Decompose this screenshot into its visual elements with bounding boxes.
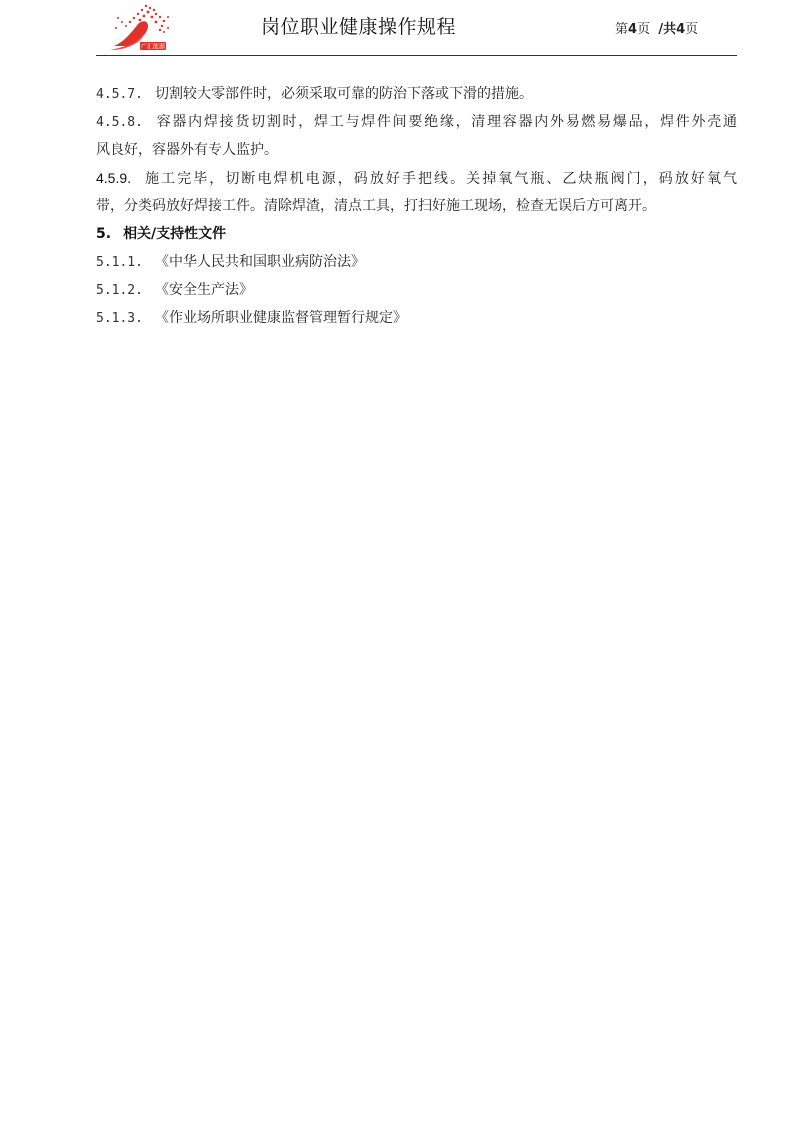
logo-text: 广汇能源 [140,43,166,51]
clause-4-5-8-cont [96,136,737,164]
reference-number: 5.1.3. [96,311,143,326]
clause-4-5-9 [96,164,737,192]
reference-item [96,276,737,304]
clause-number: 4.5.8. [96,115,143,130]
clause-text: 容器内焊接货切割时，焊工与焊件间要绝缘，清理容器内外易燃易爆品，焊件外壳通 [154,114,737,130]
reference-item [96,248,737,276]
page-current: 4 [628,22,638,37]
document-title: 岗位职业健康操作规程 [261,16,457,38]
page-total-suffix: 页 [685,22,699,37]
clause-text: 切割较大零部件时，必须采取可靠的防治下落或下滑的措施。 [154,86,533,102]
page-label: 第 [615,22,629,37]
logo-emblem-icon [104,2,174,52]
clause-text-continued: 风良好，容器外有专人监护。 [96,142,278,158]
reference-number: 5.1.2. [96,283,143,298]
clause-text: 施工完毕，切断电焊机电源，码放好手把线。关掉氧气瓶、乙炔瓶阀门，码放好氧气 [143,171,737,187]
clause-number: 4.5.9. [96,170,132,186]
clause-4-5-9-cont [96,192,737,220]
reference-text: 《中华人民共和国职业病防治法》 [154,254,365,270]
document-body [96,80,737,332]
page-header [96,0,737,56]
page-total-prefix: /共 [658,22,677,37]
page-suffix: 页 [637,22,651,37]
clause-number: 4.5.7. [96,87,143,102]
clause-text-continued: 带，分类码放好焊接工件。清除焊渣，清点工具，打扫好施工现场，检查无误后方可离开。 [96,198,656,214]
reference-text: 《安全生产法》 [154,282,253,298]
page-total: 4 [676,22,686,37]
reference-item [96,304,737,332]
section-5-heading [96,220,737,248]
page-number [615,18,698,37]
reference-text: 《作业场所职业健康监督管理暂行规定》 [154,310,407,326]
company-logo [104,2,174,52]
clause-4-5-7 [96,80,737,108]
section-title: 相关/支持性文件 [123,226,227,242]
section-number: 5. [96,226,112,242]
clause-4-5-8 [96,108,737,136]
reference-number: 5.1.1. [96,255,143,270]
